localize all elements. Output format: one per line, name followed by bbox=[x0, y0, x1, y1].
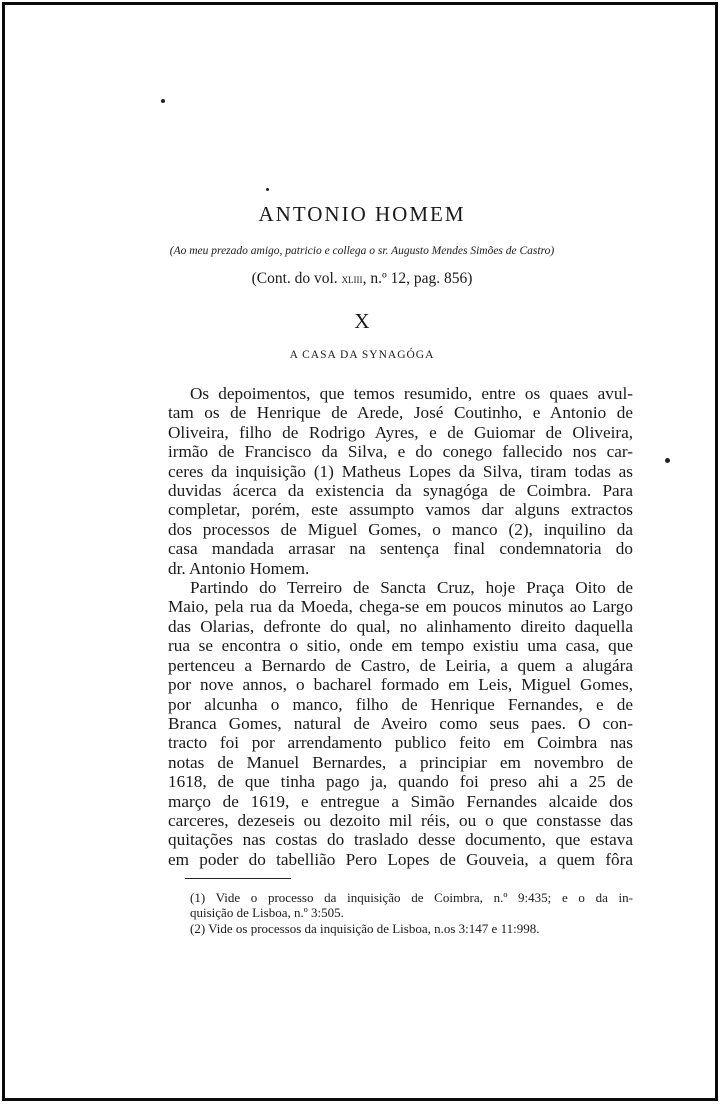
text-line: por alcunha o manco, filho de Henrique Fernandes, e de bbox=[168, 694, 633, 714]
text-line: 1618, de que tinha pago ja, quando foi preso ahi a 25 de bbox=[168, 772, 633, 792]
text-line: Maio, pela rua da Moeda, chega-se em poucos minutos ao Largo bbox=[168, 597, 633, 617]
text-line: carceres, dezeseis ou dezoito mil réis, ou o que constasse das bbox=[168, 810, 633, 830]
text-line: março de 1619, e entregue a Simão Fernandes alcaide dos bbox=[168, 791, 633, 811]
text-line: ceres da inquisição (1) Matheus Lopes da Silva, tiram todas as bbox=[168, 461, 633, 481]
article-title: ANTONIO HOMEM bbox=[258, 202, 466, 226]
text-line: Oliveira, filho de Rodrigo Ayres, e de Guiomar de Oliveira, bbox=[168, 422, 633, 442]
body-text bbox=[168, 384, 633, 869]
text-line: Partindo do Terreiro de Sancta Cruz, hoje Praça Oito de bbox=[190, 578, 633, 598]
page-speck bbox=[266, 188, 269, 191]
page-speck bbox=[161, 99, 165, 103]
text-line: por nove annos, o bacharel formado em Leis, Miguel Gomes, bbox=[168, 675, 633, 695]
text-line: Os depoimentos, que temos resumido, entre os quaes avul- bbox=[190, 384, 633, 403]
text-line: pertenceu a Bernardo de Castro, de Leiria, a quem a alugára bbox=[168, 655, 633, 675]
text-line: das Olarias, defronte do qual, no alinhamento direito daquella bbox=[168, 616, 633, 636]
text-line: rua se encontra o sitio, onde em tempo existiu uma casa, que bbox=[168, 636, 633, 656]
chapter-number: X bbox=[354, 309, 370, 333]
text-line: Branca Gomes, natural de Aveiro como seus paes. O con- bbox=[168, 713, 633, 733]
text-line: quitações nas costas do traslado desse documento, que estava bbox=[168, 830, 633, 850]
footnote-line: (2) Vide os processos da inquisição de Lisboa, n.os 3:147 e 11:998. bbox=[190, 920, 540, 936]
chapter-title: A CASA DA SYNAGÓGA bbox=[289, 349, 435, 361]
text-line: dos processos de Miguel Gomes, o manco (2), inquilino da bbox=[168, 519, 633, 539]
continuation-suffix: , n.º 12, pag. 856) bbox=[362, 270, 473, 287]
continuation-note bbox=[0, 270, 724, 288]
page-speck bbox=[665, 458, 670, 463]
text-line: casa mandada arrasar na sentença final condemnatoria do bbox=[168, 539, 633, 559]
text-line: dr. Antonio Homem. bbox=[168, 558, 310, 578]
text-line: completar, porém, este assumpto vamos dar alguns extractos bbox=[168, 500, 633, 520]
text-line: duvidas ácerca da existencia da synagóga de Coimbra. Para bbox=[168, 481, 633, 501]
text-line: em poder do tabellião Pero Lopes de Gouveia, a quem fôra bbox=[168, 849, 633, 869]
footnote-line: (1) Vide o processo da inquisição de Coimbra, n.º 9:435; e o da in- bbox=[190, 890, 633, 905]
text-line: irmão de Francisco da Silva, e do conego fallecido nos car- bbox=[168, 442, 633, 462]
dedication: (Ao meu prezado amigo, patricio e collega o sr. Augusto Mendes Simões de Castro) bbox=[169, 245, 555, 257]
text-line: tam os de Henrique de Arede, José Coutinho, e Antonio de bbox=[168, 403, 633, 423]
footnote-line: quisição de Lisboa, n.º 3:505. bbox=[190, 905, 344, 921]
footnote-divider bbox=[185, 878, 291, 879]
text-line: tracto foi por arrendamento publico feito em Coimbra nas bbox=[168, 733, 633, 753]
continuation-volume: xliii bbox=[341, 271, 363, 286]
continuation-prefix: (Cont. do vol. bbox=[251, 270, 338, 287]
text-line: notas de Manuel Bernardes, a principiar em novembro de bbox=[168, 752, 633, 772]
footnotes bbox=[190, 890, 633, 936]
